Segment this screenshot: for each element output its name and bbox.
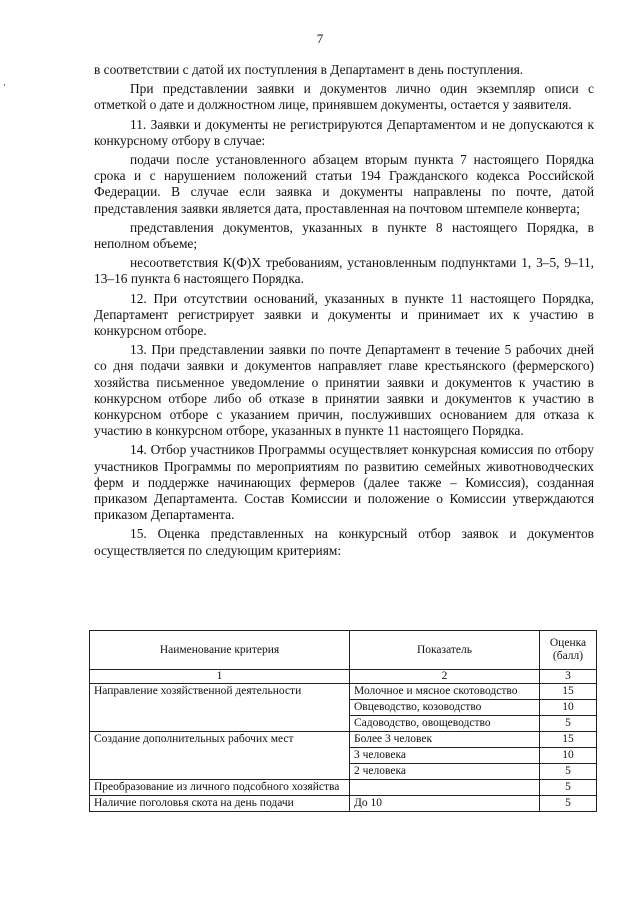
indicator-cell	[350, 780, 540, 796]
score-cell: 5	[540, 796, 597, 812]
column-number: 1	[90, 670, 350, 684]
score-cell: 5	[540, 716, 597, 732]
table-row	[90, 796, 597, 812]
indicator-cell: 2 человека	[350, 764, 540, 780]
score-cell: 10	[540, 700, 597, 716]
indicator-cell: 3 человека	[350, 748, 540, 764]
table-row	[90, 780, 597, 796]
paragraph: При представлении заявки и документов лично один экземпляр описи с отметкой о дате и должностном лице, принявшем документы, остается у заявителя.	[94, 81, 594, 113]
table-row	[90, 732, 597, 748]
score-cell: 10	[540, 748, 597, 764]
paragraph: 15. Оценка представленных на конкурсный отбор заявок и документов осуществляется по следующим критериям:	[94, 526, 594, 558]
score-cell: 5	[540, 780, 597, 796]
score-cell: 15	[540, 732, 597, 748]
scan-mark	[4, 84, 5, 86]
column-number: 2	[350, 670, 540, 684]
criterion-cell: Наличие поголовья скота на день подачи	[90, 796, 350, 812]
indicator-cell: Садоводство, овощеводство	[350, 716, 540, 732]
paragraph: 11. Заявки и документы не регистрируются Департаментом и не допускаются к конкурсному отбору в случае:	[94, 116, 594, 148]
indicator-cell: Овцеводство, козоводство	[350, 700, 540, 716]
paragraph: представления документов, указанных в пункте 8 настоящего Порядка, в неполном объеме;	[94, 219, 594, 252]
table-number-row	[90, 670, 597, 684]
paragraph: в соответствии с датой их поступления в Департамент в день поступления.	[94, 62, 524, 77]
criteria-table	[89, 630, 597, 812]
page-number: 7	[316, 31, 324, 46]
score-cell: 5	[540, 764, 597, 780]
table-row	[90, 684, 597, 700]
paragraph: 12. При отсутствии оснований, указанных в пункте 11 настоящего Порядка, Департамент регистрирует заявки и документы и принимает их к участию в конкурсном отборе.	[94, 290, 594, 339]
paragraph: подачи после установленного абзацем вторым пункта 7 настоящего Порядка срока и с нарушением положений статьи 194 Гражданского кодекса Российской Федерации. В случае если заявка и документы направлены по почте, датой представления заявки является дата, проставленная на почтовом штемпеле конверта;	[94, 152, 594, 216]
header-score: Оценка (балл)	[540, 631, 597, 670]
criterion-cell: Преобразование из личного подсобного хозяйства	[90, 780, 350, 796]
paragraph: 14. Отбор участников Программы осуществляет конкурсная комиссия по отбору участников Программы по мероприятиям по развитию семейных животноводческих ферм и поддержке начинающих фермеров (далее также – Комиссия), созданная приказом Департамента. Состав Комиссии и положение о Комиссии утверждаются приказом Департамента.	[94, 442, 594, 523]
paragraph: несоответствия К(Ф)Х требованиям, установленным подпунктами 1, 3–5, 9–11, 13–16 пункта 6 настоящего Порядка.	[94, 255, 594, 287]
criterion-cell: Создание дополнительных рабочих мест	[90, 732, 350, 780]
column-number: 3	[540, 670, 597, 684]
paragraph: 13. При представлении заявки по почте Департамент в течение 5 рабочих дней со дня подачи заявки и документов направляет главе крестьянского (фермерского) хозяйства письменное уведомление о принятии заявки и документов к участию в конкурсном отборе либо об отказе в принятии заявки и документов к участию в конкурсном отборе с указанием причин, послуживших основанием для отказа к участию в конкурсном отборе, указанных в пункте 11 настоящего Порядка.	[94, 342, 594, 439]
header-indicator: Показатель	[350, 631, 540, 670]
score-cell: 15	[540, 684, 597, 700]
indicator-cell: Молочное и мясное скотоводство	[350, 684, 540, 700]
header-criterion: Наименование критерия	[90, 631, 350, 670]
criterion-cell: Направление хозяйственной деятельности	[90, 684, 350, 732]
indicator-cell: До 10	[350, 796, 540, 812]
table-header-row	[90, 631, 597, 670]
document-body	[94, 62, 594, 559]
indicator-cell: Более 3 человек	[350, 732, 540, 748]
